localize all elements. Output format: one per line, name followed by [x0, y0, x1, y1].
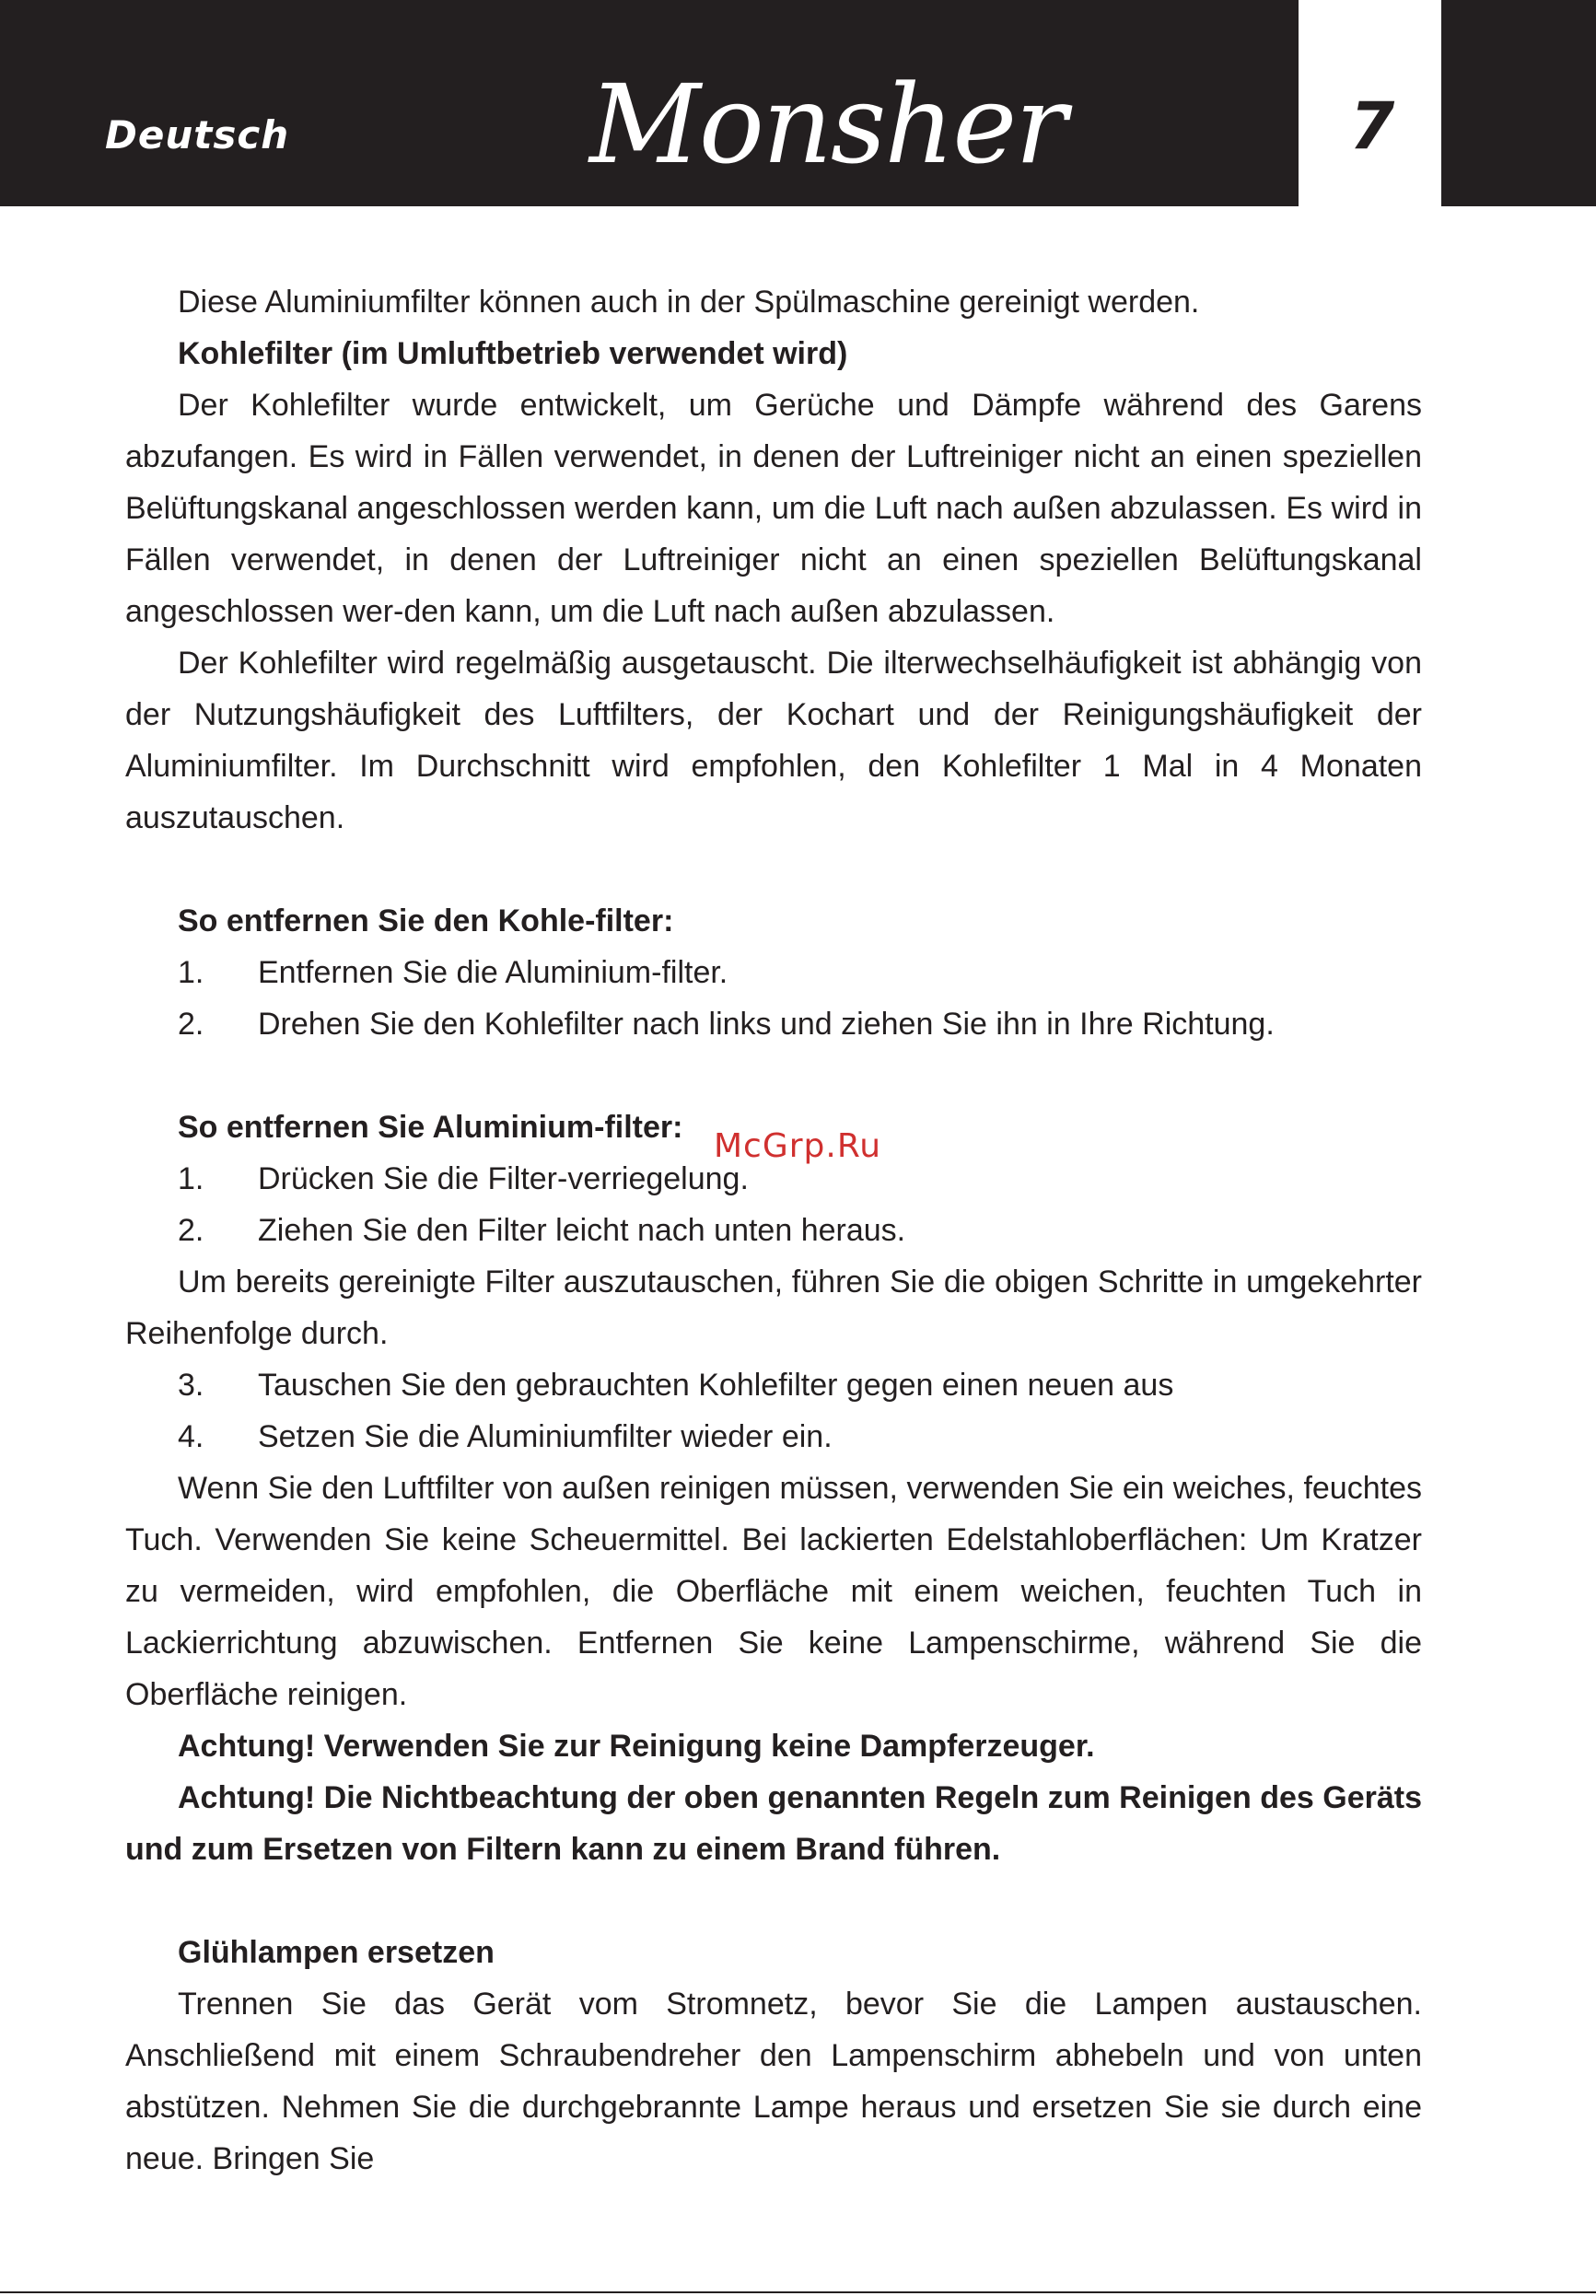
list-number: 1.	[178, 1161, 204, 1196]
document-body	[125, 276, 1422, 2185]
list-number: 4.	[178, 1419, 204, 1454]
list-item	[125, 1411, 1422, 1463]
list-text: Entfernen Sie die Aluminium-filter.	[258, 955, 728, 990]
list-text: Drehen Sie den Kohlefilter nach links und ziehen Sie ihn in Ihre Richtung.	[258, 1007, 1275, 1042]
spacer	[125, 844, 1422, 895]
list-number: 1.	[178, 955, 204, 990]
paragraph: Um bereits gereinigte Filter auszutauschen, führen Sie die obigen Schritte in umgekehrter Reihenfolge durch.	[125, 1265, 1422, 1351]
paragraph: Wenn Sie den Luftfilter von außen reinigen müssen, verwenden Sie ein weiches, feuchtes Tuch. Verwenden Sie keine Scheuermittel. Bei lackierten Edelstahloberflächen: Um Kratzer zu vermeiden, wird empfohlen, die Oberfläche mit einem weichen, feuchten Tuch in Lackierrichtung abzuwischen. Entfernen Sie keine Lampenschirme, während Sie die Oberfläche reinigen.	[125, 1471, 1422, 1712]
list-number: 2.	[178, 1213, 204, 1248]
paragraph: Der Kohlefilter wird regelmäßig ausgetauscht. Die ilterwechselhäufigkeit ist abhängig von der Nutzungshäufigkeit des Luftfilters, der Kochart und der Reinigungshäufigkeit der Aluminiumfilter. Im Durchschnitt wird empfohlen, den Kohlefilter 1 Mal in 4 Monaten auszutauschen.	[125, 646, 1422, 835]
list-item	[125, 947, 1422, 998]
list-number: 2.	[178, 1007, 204, 1042]
section-heading: Glühlampen ersetzen	[178, 1935, 495, 1970]
spacer	[125, 1050, 1422, 1101]
list-item	[125, 1205, 1422, 1256]
section-heading: Kohlefilter (im Umluftbetrieb verwendet wird)	[178, 336, 848, 371]
section-heading: So entfernen Sie den Kohle-filter:	[178, 903, 674, 938]
paragraph: Trennen Sie das Gerät vom Stromnetz, bevor Sie die Lampen austauschen. Anschließend mit einem Schraubendreher den Lampenschirm abhebeln und von unten abstützen. Nehmen Sie die durchgebrannte Lampe heraus und ersetzen Sie sie durch eine neue. Bringen Sie	[125, 1987, 1422, 2176]
brand-logo: Monsher	[589, 61, 1066, 188]
bottom-rule	[0, 2291, 1596, 2293]
warning-text: Achtung! Verwenden Sie zur Reinigung keine Dampferzeuger.	[178, 1729, 1095, 1764]
warning-text: Achtung! Die Nichtbeachtung der oben genannten Regeln zum Reinigen des Geräts und zum Ersetzen von Filtern kann zu einem Brand führen.	[125, 1780, 1422, 1867]
section-heading: So entfernen Sie Aluminium-filter:	[178, 1110, 683, 1145]
list-text: Drücken Sie die Filter-verriegelung.	[258, 1161, 749, 1196]
paragraph: Diese Aluminiumfilter können auch in der Spülmaschine gereinigt werden.	[178, 285, 1200, 320]
list-text: Ziehen Sie den Filter leicht nach unten heraus.	[258, 1213, 906, 1248]
list-number: 3.	[178, 1368, 204, 1403]
list-item	[125, 998, 1422, 1050]
list-text: Tauschen Sie den gebrauchten Kohlefilter gegen einen neuen aus	[258, 1368, 1174, 1403]
language-label: Deutsch	[105, 112, 290, 157]
list-text: Setzen Sie die Aluminiumfilter wieder ein.	[258, 1419, 833, 1454]
page-number: 7	[1349, 88, 1395, 164]
watermark-text: McGrp.Ru	[714, 1127, 882, 1165]
header-bar-right	[1441, 0, 1596, 206]
spacer	[125, 1875, 1422, 1927]
paragraph: Der Kohlefilter wurde entwickelt, um Gerüche und Dämpfe während des Garens abzufangen. Es wird in Fällen verwendet, in denen der Luftreiniger nicht an einen speziellen Belüftungskanal angeschlossen werden kann, um die Luft nach außen abzulassen. Es wird in Fällen verwendet, in denen der Luftreiniger nicht an einen speziellen Belüftungskanal angeschlossen wer-den kann, um die Luft nach außen abzulassen.	[125, 388, 1422, 629]
list-item	[125, 1359, 1422, 1411]
